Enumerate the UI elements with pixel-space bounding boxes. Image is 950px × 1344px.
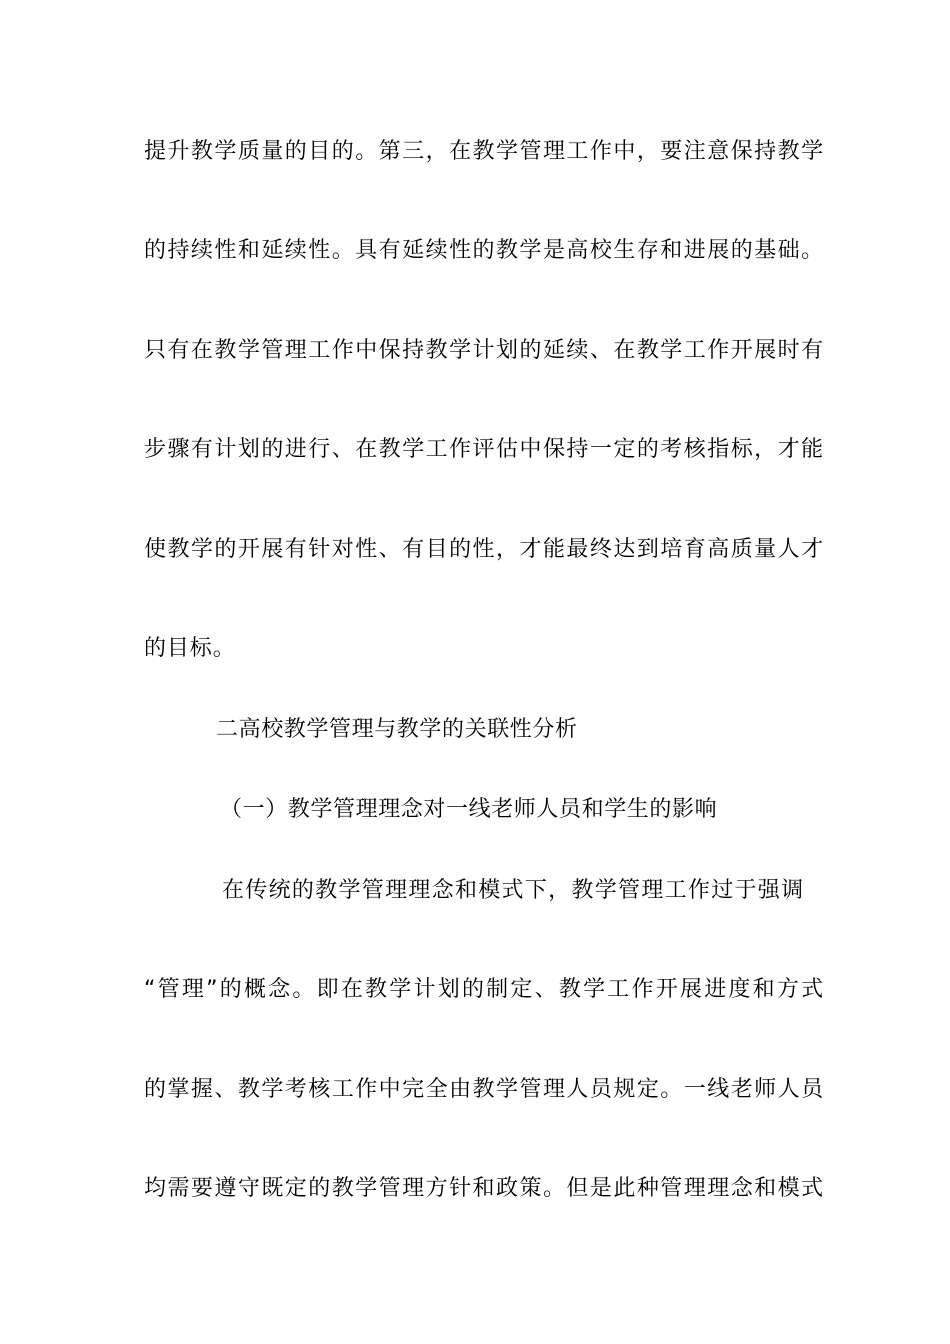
paragraph-2-line-2: “管理”的概念。即在教学计划的制定、教学工作开展进度和方式 bbox=[144, 977, 824, 1002]
paragraph-1-line-5: 使教学的开展有针对性、有目的性，才能最终达到培育高质量人才 bbox=[144, 537, 824, 562]
paragraph-2-line-4: 均需要遵守既定的教学管理方针和政策。但是此种管理理念和模式 bbox=[144, 1176, 824, 1201]
paragraph-1-line-4: 步骤有计划的进行、在教学工作评估中保持一定的考核指标，才能 bbox=[144, 437, 824, 462]
paragraph-1-line-3: 只有在教学管理工作中保持教学计划的延续、在教学工作开展时有 bbox=[144, 338, 824, 363]
paragraph-2-line-1: 在传统的教学管理理念和模式下，教学管理工作过于强调 bbox=[222, 878, 804, 903]
paragraph-2-line-3: 的掌握、教学考核工作中完全由教学管理人员规定。一线老师人员 bbox=[144, 1077, 824, 1102]
section-heading: 二高校教学管理与教学的关联性分析 bbox=[216, 717, 578, 742]
paragraph-1-line-6: 的目标。 bbox=[144, 636, 236, 661]
paragraph-1-line-2: 的持续性和延续性。具有延续性的教学是高校生存和进展的基础。 bbox=[144, 238, 824, 263]
subsection-heading: （一）教学管理理念对一线老师人员和学生的影响 bbox=[220, 797, 718, 822]
paragraph-1-line-1: 提升教学质量的目的。第三，在教学管理工作中，要注意保持教学 bbox=[144, 139, 824, 164]
